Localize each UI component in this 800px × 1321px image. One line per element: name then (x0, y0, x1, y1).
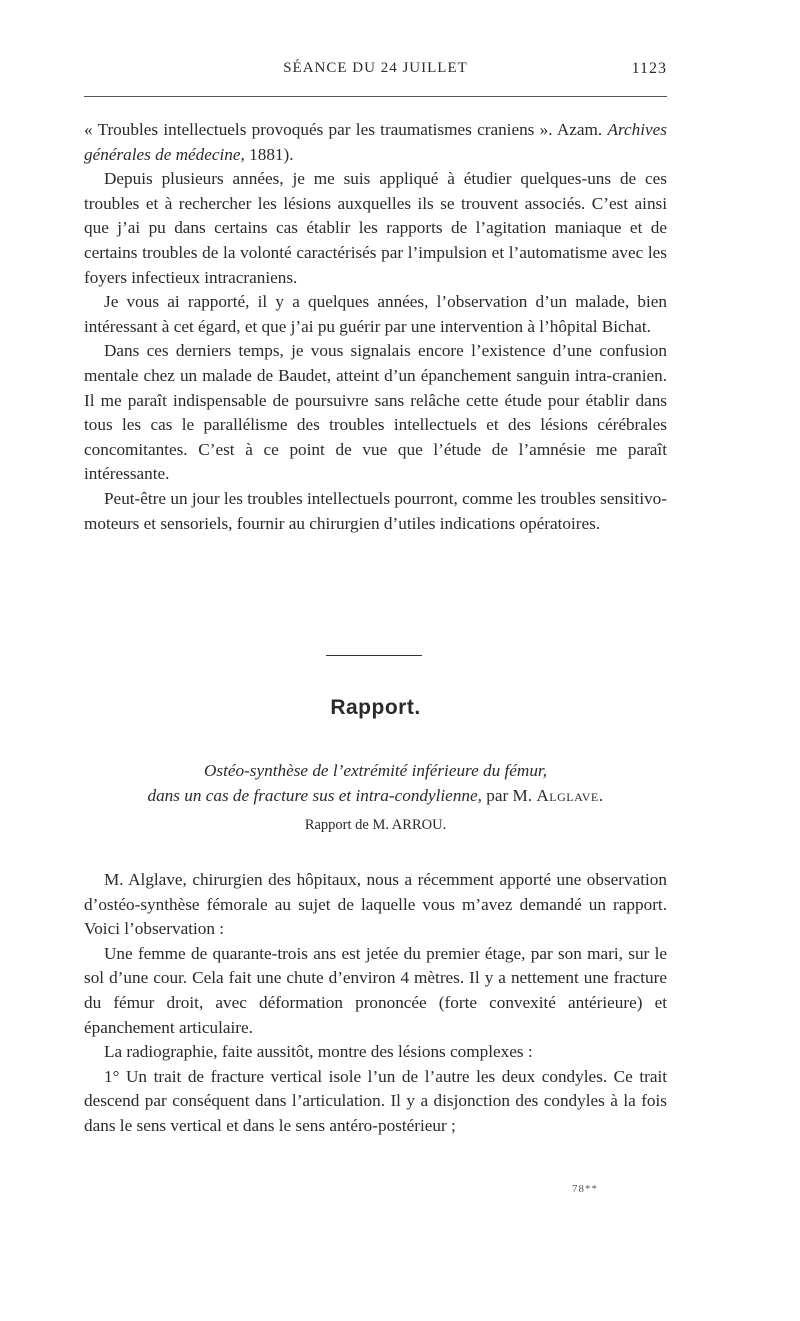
section-divider (326, 655, 422, 656)
paragraph-text: , 1881). (240, 144, 294, 164)
paragraph-text: La radiographie, faite aussitôt, montre des lésions complexes : (104, 1042, 533, 1062)
section-title: Rapport. (330, 696, 421, 719)
header-rule (84, 96, 667, 97)
paragraph (84, 942, 667, 1040)
paragraph-text: Une femme de quarante-trois ans est jetée du premier étage, par son mari, sur le sol d’une cour. Cela fait une chute d’environ 4 mètres. Il y a nettement une fracture du fémur droit, avec déformation prononcée (forte convexité antérieure) et épanchement articulaire. (84, 943, 667, 1037)
paragraph (84, 118, 667, 167)
paragraph-text: Dans ces derniers temps, je vous signalais encore l’existence d’une confusion mentale chez un malade de Baudet, atteint d’un épanchement sanguin intra-cranien. Il me paraît indispensable de poursuivre sans relâche cette étude pour établir dans tous les cas le parallélisme des troubles intellectuels et des lésions cérébrales concomitantes. C’est à ce point de vue que l’étude de l’amnésie me paraît intéressante. (84, 341, 667, 484)
subtitle-line-2-italic: dans un cas de fracture sus et intra-condylienne, (147, 785, 482, 805)
article-subtitle (84, 759, 667, 808)
running-head (84, 60, 667, 82)
paragraph (84, 868, 667, 942)
paragraph-text: « Troubles intellectuels provoqués par les traumatismes craniens ». Azam. (84, 120, 608, 139)
reporter-line: Rapport de M. ARROU. (304, 817, 447, 833)
subtitle-author: Alglave. (536, 785, 604, 805)
running-title: SÉANCE DU 24 JUILLET (283, 60, 468, 76)
paragraph-text: 1° Un trait de fracture vertical isole l’un de l’autre les deux condyles. Ce trait descend par conséquent dans l’articulation. Il y a disjonction des condyles à la fois dans le sens vertical et dans le sens antéro-postérieur ; (84, 1066, 667, 1135)
paragraph (84, 339, 667, 487)
subtitle-by: par M. (481, 785, 537, 805)
report-text-block (84, 868, 667, 1139)
signature-mark: 78** (572, 1183, 598, 1195)
subtitle-line-1: Ostéo-synthèse de l’extrémité inférieure du fémur, (203, 761, 547, 780)
intro-text-block (84, 118, 667, 536)
paragraph (84, 1065, 667, 1139)
page-number: 1123 (631, 60, 667, 77)
paragraph-text: Peut-être un jour les troubles intellectuels pourront, comme les troubles sensitivo-moteurs et sensoriels, fournir au chirurgien d’utiles indications opératoires. (84, 488, 667, 533)
paragraph-text: Je vous ai rapporté, il y a quelques années, l’observation d’un malade, bien intéressant à cet égard, et que j’ai pu guérir par une intervention à l’hôpital Bichat. (84, 292, 667, 336)
paragraph (84, 167, 667, 290)
paragraph (84, 1040, 667, 1065)
paragraph-text: M. Alglave, chirurgien des hôpitaux, nous a récemment apporté une observation d’ostéo-synthèse fémorale au sujet de laquelle vous m’avez demandé un rapport. Voici l’observation : (84, 870, 667, 939)
paragraph (84, 487, 667, 536)
paragraph (84, 290, 667, 339)
paragraph-text: Depuis plusieurs années, je me suis appliqué à étudier quelques-uns de ces troubles et à rechercher les lésions auxquelles ils se trouvent associés. C’est ainsi que j’ai pu dans certains cas établir les rapports de l’agitation maniaque et de certains troubles de la volonté caractérisés par l’impulsion et l’automatisme avec les foyers infectieux intracraniens. (84, 169, 667, 287)
subtitle-line-2 (84, 784, 667, 809)
italic-text: Archives générales de médecine (84, 120, 667, 164)
